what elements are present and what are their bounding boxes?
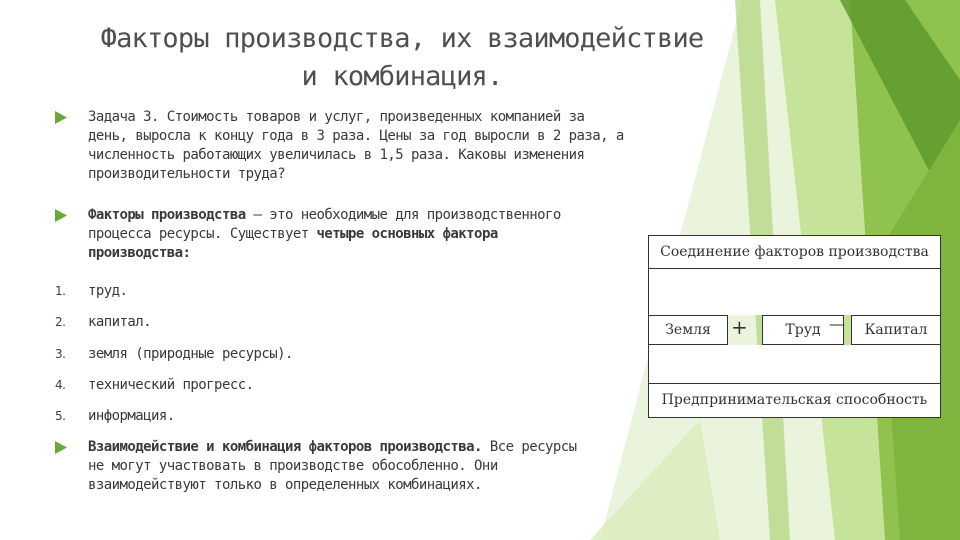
list-number: 5. (55, 409, 66, 423)
diagram-minus-sign: — (829, 314, 845, 333)
list-text: технический прогресс. (88, 377, 254, 393)
diagram-labor-box: Труд (762, 315, 844, 345)
list-text: труд. (88, 283, 128, 299)
slide-title (62, 20, 742, 96)
diagram-middle-area (648, 269, 941, 315)
interaction-term: Взаимодействие и комбинация факторов производства. (88, 439, 482, 455)
text-line (88, 438, 576, 457)
text-line: не могут участвовать в производстве обособленно. Они (88, 458, 498, 474)
text-line: день, выросла к концу года в 3 раза. Цены за год выросли в 2 раза, а (88, 128, 624, 144)
title-line-2: и комбинация. (301, 61, 503, 92)
list-text: капитал. (88, 314, 152, 330)
factors-count: четыре основных фактора (316, 226, 498, 242)
diagram-land-box: Земля (648, 315, 728, 345)
arrow-bullet-icon (55, 108, 83, 124)
factors-diagram (648, 235, 944, 418)
list-number: 1. (55, 284, 66, 298)
diagram-top-box: Соединение факторов производства (648, 235, 941, 269)
text-line: производства: (88, 245, 191, 261)
diagram-plus-sign: + (731, 315, 748, 339)
diagram-bottom-box: Предпринимательская способность (648, 383, 941, 418)
task-text (88, 108, 624, 184)
list-number: 3. (55, 347, 66, 361)
interaction-text (88, 438, 576, 495)
text-line: производительности труда? (88, 166, 285, 182)
text-line: численность работающих увеличилась в 1,5 раза. Каковы изменения (88, 147, 585, 163)
list-number: 2. (55, 315, 66, 329)
factors-term: Факторы производства (88, 207, 246, 223)
text-line (88, 206, 561, 225)
factors-line-2: процесса ресурсы. Существует (88, 226, 317, 242)
text-line (88, 225, 561, 244)
diagram-capital-box: Капитал (851, 315, 941, 345)
list-text: земля (природные ресурсы). (88, 346, 293, 362)
text-line: Задача 3. Стоимость товаров и услуг, произведенных компанией за (88, 109, 585, 125)
factors-text (88, 206, 561, 263)
arrow-bullet-icon (55, 438, 83, 454)
diagram-lower-area (648, 345, 941, 383)
factors-definition: – это необходимые для производственного (245, 207, 561, 223)
list-text: информация. (88, 408, 175, 424)
list-number: 4. (55, 378, 66, 392)
text-line: взаимодействуют только в определенных комбинациях. (88, 477, 482, 493)
arrow-bullet-icon (55, 206, 83, 222)
interaction-rest: Все ресурсы (481, 439, 577, 455)
title-line-1: Факторы производства, их взаимодействие (100, 23, 704, 54)
